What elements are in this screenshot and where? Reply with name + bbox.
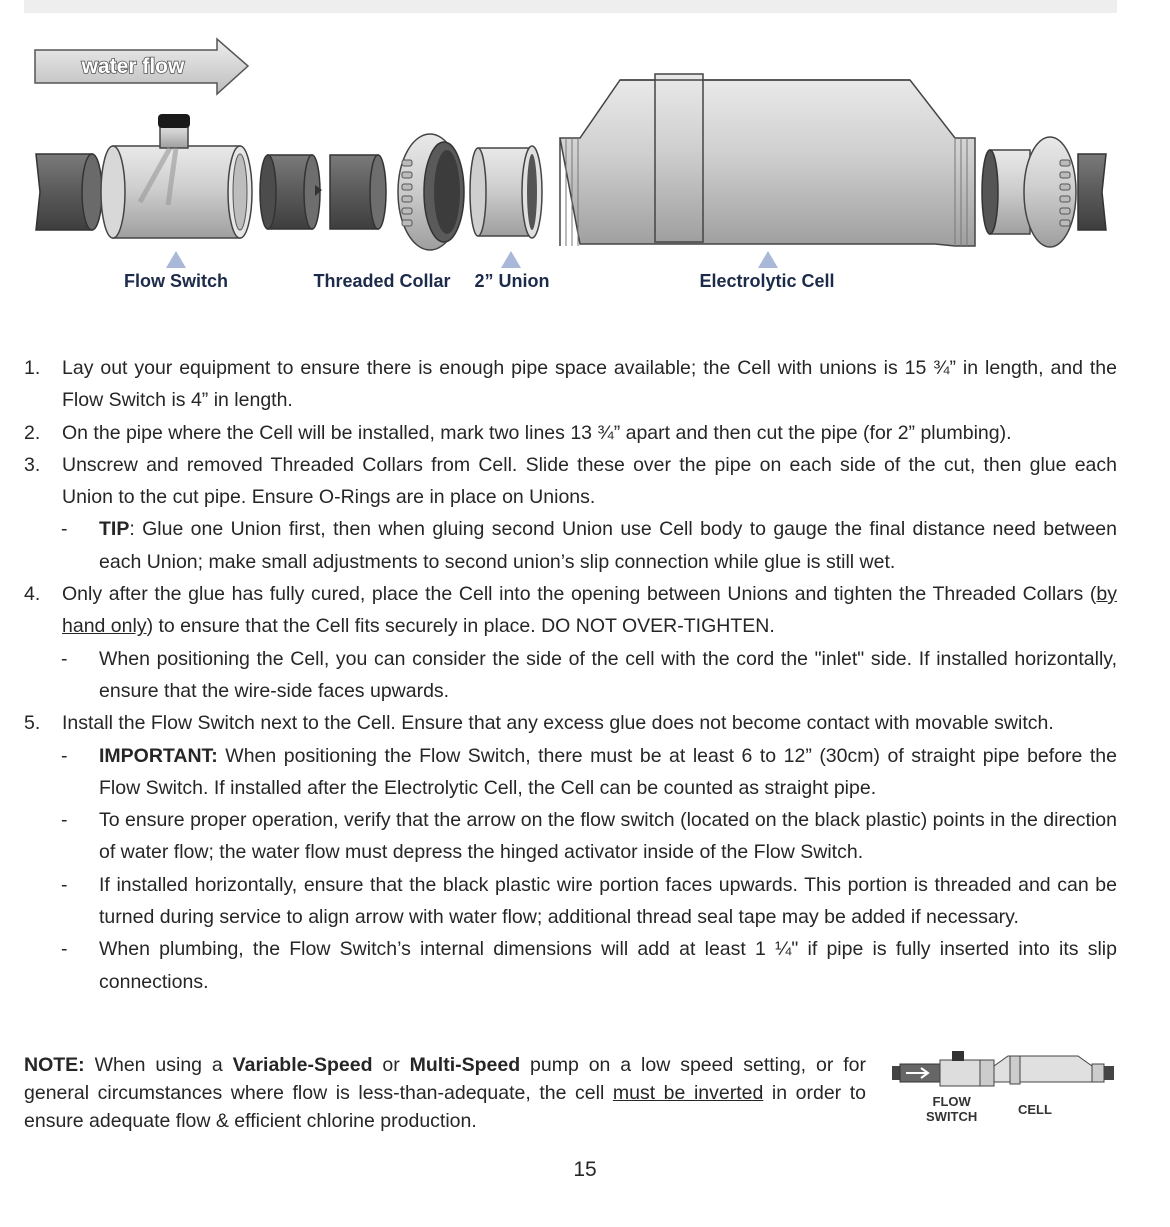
step-1 — [24, 352, 1117, 417]
label-flow-switch: Flow Switch — [123, 271, 229, 291]
horizontal-note: - If installed horizontally, ensure that the black plastic wire portion faces upwards. This portion is threaded and can be turned during service to align arrow with water flow; additional thread seal tape may be added if necessary. — [61, 873, 1117, 929]
inverted-install-art — [888, 1046, 1120, 1136]
note-label: NOTE: — [24, 1054, 85, 1076]
arrow-note: - To ensure proper operation, verify that the arrow on the flow switch (located on the black plastic) points in the direction of water flow; the water flow must depress the hinged activator inside of the Flow Switch. — [61, 809, 1117, 864]
flow-switch-shape — [101, 114, 252, 238]
page-number: 15 — [573, 1158, 597, 1181]
plumbing-diagram-art — [0, 30, 1170, 310]
step-text: Unscrew and removed Threaded Collars from Cell. Slide these over the pipe on each side of the cut, then glue each Union to the cut pipe. Ensure O-Rings are in place on Unions. — [62, 453, 1117, 509]
step-text-underlined: by hand only — [62, 583, 1117, 638]
important-note: - IMPORTANT: When positioning the Flow Switch, there must be at least 6 to 12” (30cm) of straight pipe before the Flow Switch. If installed after the Electrolytic Cell, the Cell can be counted as straight pipe. — [61, 744, 1117, 799]
horizontal-text: If installed horizontally, ensure that the black plastic wire portion faces upwards. This portion is threaded and can be turned during service to align arrow with water flow; additional thread seal tape may be added if necessary. — [99, 873, 1117, 929]
electrolytic-cell-shape — [560, 74, 975, 246]
water-flow-label: water flow — [81, 55, 185, 78]
important-text: When positioning the Flow Switch, there must be at least 6 to 12” (30cm) of straight pipe before the Flow Switch. If installed after the Electrolytic Cell, the Cell can be counted as straight pipe. — [99, 744, 1117, 799]
pointer-union — [501, 251, 521, 268]
label-union: 2” Union — [474, 271, 550, 291]
variable-speed-text: Variable-Speed — [232, 1054, 373, 1076]
tip-label: TIP — [99, 518, 130, 541]
label-electrolytic-cell: Electrolytic Cell — [699, 271, 835, 291]
label-threaded-collar: Threaded Collar — [313, 271, 451, 291]
must-be-inverted-text: must be inverted — [612, 1082, 764, 1104]
step-4 — [24, 578, 1117, 643]
inverted-install-diagram — [888, 1046, 1120, 1136]
union-shape — [470, 146, 542, 238]
tip-text: : Glue one Union first, then when gluing second Union use Cell body to gauge the final distance need between each Union; make small adjustments to second union’s slip connection while glue is still wet. — [99, 518, 1117, 573]
step-3 — [24, 449, 1117, 514]
threaded-collar-shape — [398, 134, 464, 250]
step-5 — [24, 707, 1117, 739]
pointer-cell — [758, 251, 778, 268]
step-number: 5. — [24, 712, 41, 735]
step-number: 2. — [24, 421, 41, 444]
mini-cell-label: CELL — [1018, 1102, 1052, 1117]
step-text: Only after the glue has fully cured, place the Cell into the opening between Unions and tighten the Threaded Collars ( — [62, 583, 1097, 606]
tip-note: - TIP: Glue one Union first, then when gluing second Union use Cell body to gauge the final distance need between each Union; make small adjustments to second union’s slip connection while glue is still wet. — [61, 518, 1117, 573]
inlet-text: When positioning the Cell, you can consider the side of the cell with the cord the "inlet" side. If installed horizontally, ensure that the wire-side faces upwards. — [99, 647, 1117, 702]
multi-speed-text: Multi-Speed — [409, 1054, 521, 1076]
top-bar — [24, 0, 1117, 13]
step-number: 3. — [24, 453, 41, 476]
plumbing-diagram — [0, 30, 1170, 310]
mini-flow-switch-label: FLOW SWITCH — [926, 1094, 978, 1124]
dimensions-text: When plumbing, the Flow Switch’s internal dimensions will add at least 1 ¼" if pipe is fully inserted into its slip connections. — [99, 938, 1117, 993]
pointer-flow-switch — [166, 251, 186, 268]
step-text: ) to ensure that the Cell fits securely in place. DO NOT OVER-TIGHTEN. — [146, 615, 775, 638]
dimensions-note: - When plumbing, the Flow Switch’s internal dimensions will add at least 1 ¼" if pipe is fully inserted into its slip connections. — [61, 938, 1117, 993]
right-union-collar-shape — [982, 137, 1106, 247]
low-speed-note: NOTE: When using a Variable-Speed or Multi-Speed pump on a low speed setting, or for general circumstances where flow is less-than-adequate, the cell must be inverted in order to ensure adequate flow & efficient chlorine production. — [24, 1054, 867, 1132]
step-number: 1. — [24, 357, 41, 379]
important-label: IMPORTANT: — [99, 744, 218, 767]
inlet-note: - When positioning the Cell, you can consider the side of the cell with the cord the "inlet" side. If installed horizontally, ensure that the wire-side faces upwards. — [61, 647, 1117, 702]
arrow-text: To ensure proper operation, verify that the arrow on the flow switch (located on the black plastic) points in the direction of water flow; the water flow must depress the hinged activator inside of the Flow Switch. — [99, 809, 1117, 864]
step-number: 4. — [24, 583, 41, 606]
step-text: Install the Flow Switch next to the Cell. Ensure that any excess glue does not become contact with movable switch. — [62, 712, 1054, 735]
step-2 — [24, 417, 1117, 449]
step-text: Lay out your equipment to ensure there is enough pipe space available; the Cell with unions is 15 ¾” in length, and the Flow Switch is 4” in length. — [62, 357, 1117, 412]
instruction-list — [24, 352, 1117, 998]
step-text: On the pipe where the Cell will be installed, mark two lines 13 ¾” apart and then cut the pipe (for 2” plumbing). — [62, 421, 1012, 444]
